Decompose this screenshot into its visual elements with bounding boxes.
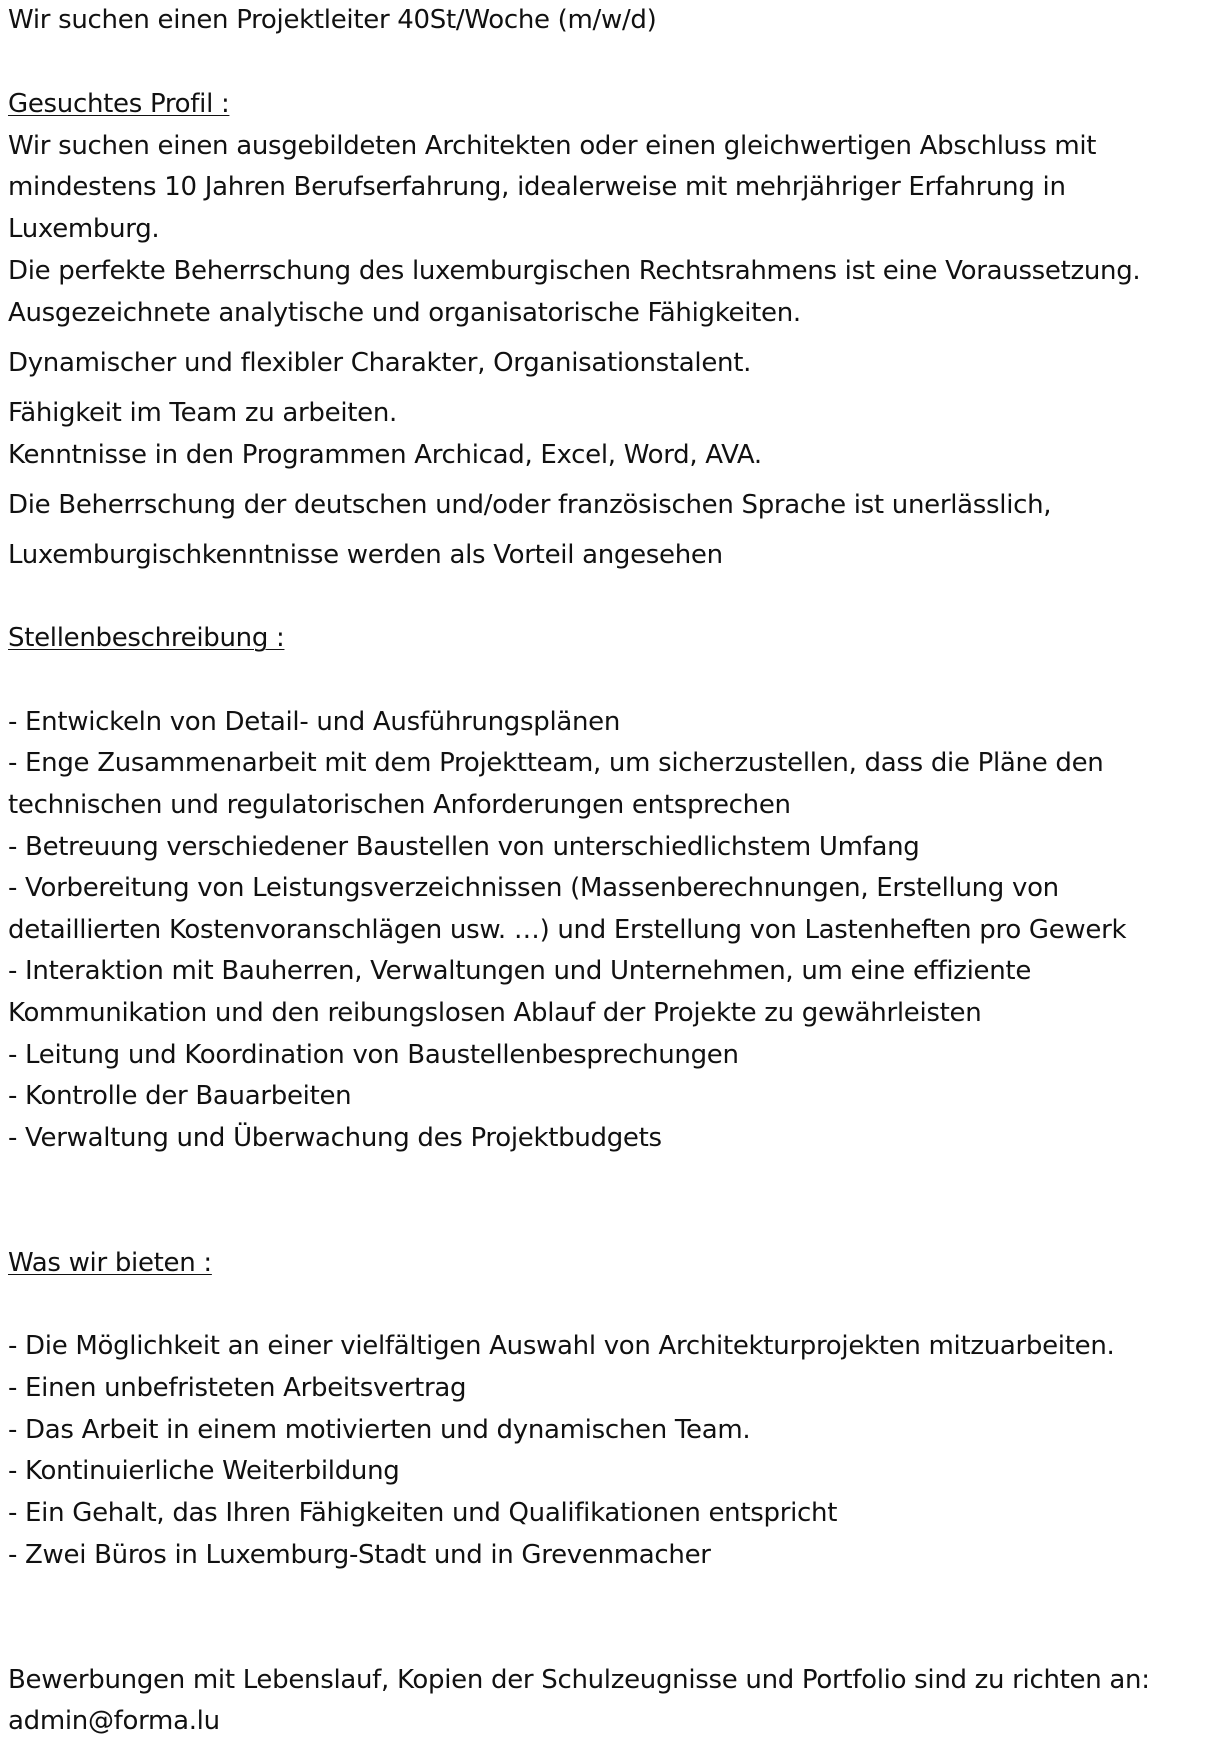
offer-line: - Das Arbeit in einem motivierten und dynamischen Team. [8,1415,751,1445]
offer-line: - Ein Gehalt, das Ihren Fähigkeiten und Qualifikationen entspricht [8,1498,838,1528]
description-line: Kommunikation und den reibungslosen Ablauf der Projekte zu gewährleisten [8,998,982,1028]
description-line: - Enge Zusammenarbeit mit dem Projektteam, um sicherzustellen, dass die Pläne den [8,748,1104,778]
offer-line: - Die Möglichkeit an einer vielfältigen Auswahl von Architekturprojekten mitzuarbeiten. [8,1331,1115,1361]
description-line: - Vorbereitung von Leistungsverzeichnissen (Massenberechnungen, Erstellung von [8,873,1059,903]
offer-line: - Zwei Büros in Luxemburg-Stadt und in Grevenmacher [8,1540,711,1570]
contact-text: Bewerbungen mit Lebenslauf, Kopien der Schulzeugnisse und Portfolio sind zu richten an: [8,1665,1150,1695]
description-line: - Kontrolle der Bauarbeiten [8,1081,352,1111]
description-line: technischen und regulatorischen Anforderungen entsprechen [8,790,791,820]
contact-email-link[interactable]: admin@forma.lu [8,1706,220,1736]
description-line: - Leitung und Koordination von Baustellenbesprechungen [8,1040,739,1070]
offer-line: - Einen unbefristeten Arbeitsvertrag [8,1373,467,1403]
profile-line: Kenntnisse in den Programmen Archicad, Excel, Word, AVA. [8,440,762,470]
profile-line: Ausgezeichnete analytische und organisatorische Fähigkeiten. [8,298,801,328]
description-heading: Stellenbeschreibung : [8,623,285,653]
profile-line: Luxemburgischkenntnisse werden als Vorteil angesehen [8,540,723,570]
profile-line: mindestens 10 Jahren Berufserfahrung, idealerweise mit mehrjähriger Erfahrung in [8,172,1066,202]
description-line: - Entwickeln von Detail- und Ausführungsplänen [8,707,621,737]
offer-line: - Kontinuierliche Weiterbildung [8,1456,400,1486]
profile-line: Luxemburg. [8,214,160,244]
profile-line: Die perfekte Beherrschung des luxemburgischen Rechtsrahmens ist eine Voraussetzung. [8,256,1141,286]
offer-heading: Was wir bieten : [8,1248,212,1278]
description-line: - Verwaltung und Überwachung des Projektbudgets [8,1123,662,1153]
description-line: - Interaktion mit Bauherren, Verwaltungen und Unternehmen, um eine effiziente [8,956,1032,986]
job-title: Wir suchen einen Projektleiter 40St/Woche (m/w/d) [8,5,657,35]
description-line: detaillierten Kostenvoranschlägen usw. …) und Erstellung von Lastenheften pro Gewerk [8,915,1127,945]
profile-line: Wir suchen einen ausgebildeten Architekten oder einen gleichwertigen Abschluss mit [8,131,1097,161]
profile-line: Dynamischer und flexibler Charakter, Organisationstalent. [8,348,752,378]
profile-heading: Gesuchtes Profil : [8,89,230,119]
profile-line: Die Beherrschung der deutschen und/oder französischen Sprache ist unerlässlich, [8,490,1052,520]
description-line: - Betreuung verschiedener Baustellen von unterschiedlichstem Umfang [8,832,920,862]
profile-line: Fähigkeit im Team zu arbeiten. [8,398,397,428]
